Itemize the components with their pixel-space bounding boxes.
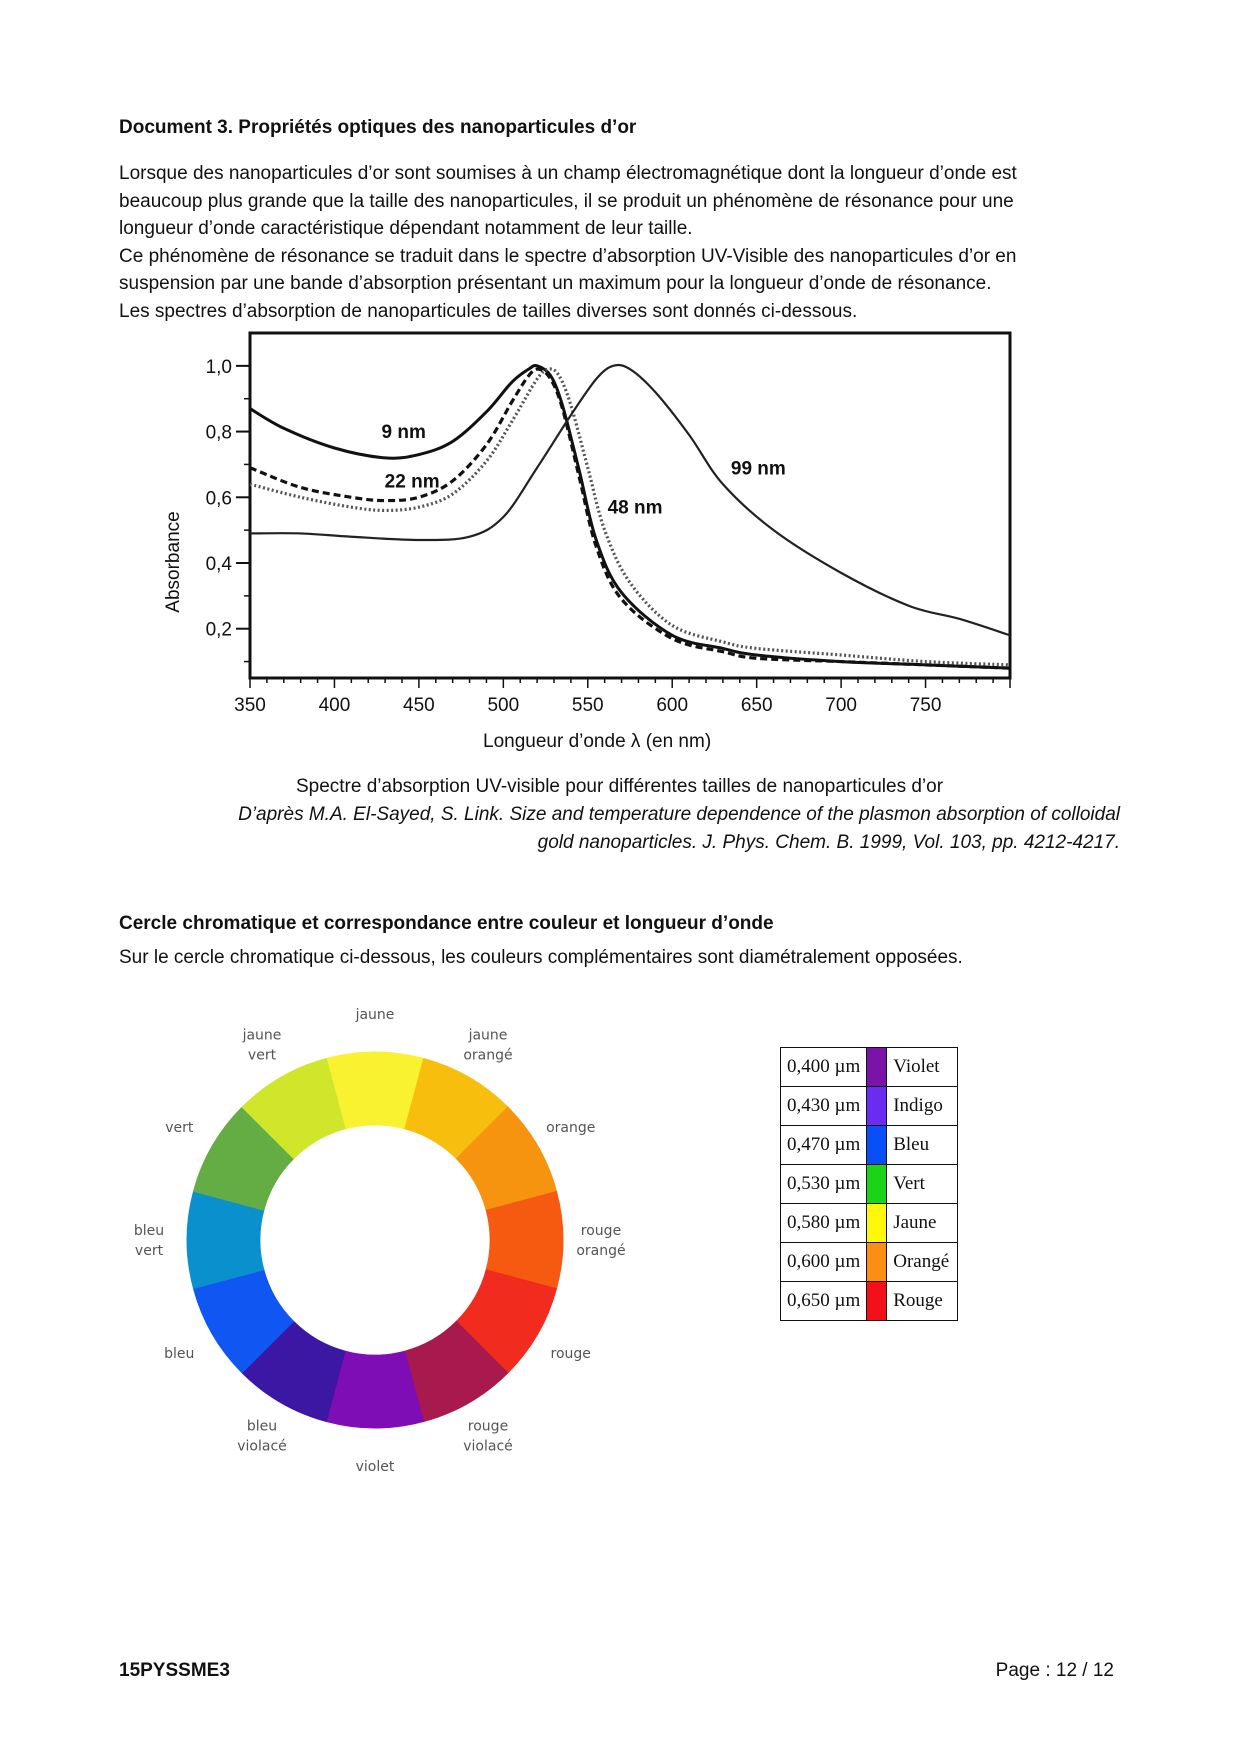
series-label: 48 nm	[607, 497, 663, 519]
wavelength-row	[781, 1282, 958, 1321]
color-swatch	[867, 1126, 887, 1165]
wheel-label: orangé	[463, 1047, 513, 1064]
wheel-label: vert	[247, 1047, 277, 1064]
color-name: Indigo	[887, 1087, 958, 1126]
series-label: 22 nm	[384, 471, 440, 493]
y-tick-label: 0,8	[205, 422, 232, 444]
wavelength-color-table	[780, 1047, 958, 1321]
wavelength-value: 0,400 µm	[781, 1048, 867, 1087]
series-label: 99 nm	[730, 458, 786, 480]
wheel-label: bleu	[133, 1223, 165, 1239]
color-wheel	[120, 975, 650, 1475]
x-axis-label: Longueur d’onde λ (en nm)	[483, 731, 712, 752]
absorption-spectrum-chart	[150, 325, 1030, 755]
color-swatch	[867, 1243, 887, 1282]
paragraph-line: Ce phénomène de résonance se traduit dans le spectre d’absorption UV-Visible des nanoparticules d’or en	[119, 245, 1017, 267]
document-code: 15PYSSME3	[119, 1660, 230, 1681]
x-tick-label: 500	[487, 695, 520, 716]
wavelength-value: 0,530 µm	[781, 1165, 867, 1204]
wavelength-row	[781, 1048, 958, 1087]
wheel-label: violacé	[463, 1438, 513, 1455]
y-tick-label: 1,0	[205, 356, 232, 378]
wavelength-value: 0,600 µm	[781, 1243, 867, 1282]
wheel-label: jaune	[355, 1007, 395, 1023]
color-name: Violet	[887, 1048, 958, 1087]
x-tick-label: 350	[234, 695, 266, 716]
wheel-label: rouge	[580, 1223, 622, 1239]
wheel-label: orangé	[576, 1243, 626, 1259]
wheel-intro: Sur le cercle chromatique ci-dessous, les couleurs complémentaires sont diamétralement opposées.	[119, 947, 963, 968]
color-swatch	[867, 1165, 887, 1204]
wavelength-value: 0,580 µm	[781, 1204, 867, 1243]
y-tick-label: 0,4	[205, 554, 232, 575]
source-line-2: gold nanoparticles. J. Phys. Chem. B. 1999, Vol. 103, pp. 4212-4217.	[537, 832, 1120, 853]
wavelength-row	[781, 1087, 958, 1126]
color-name: Jaune	[887, 1204, 958, 1243]
color-name: Rouge	[887, 1282, 958, 1321]
y-tick-label: 0,6	[205, 488, 232, 510]
wheel-label: orange	[546, 1120, 596, 1136]
wheel-label: vert	[165, 1120, 194, 1136]
color-name: Orangé	[887, 1243, 958, 1282]
color-swatch	[867, 1087, 887, 1126]
x-tick-label: 550	[571, 695, 604, 716]
paragraph-line: Les spectres d’absorption de nanoparticules de tailles diverses sont donnés ci-dessous.	[119, 300, 858, 322]
paragraph-line: longueur d’onde caractéristique dépendant notamment de leur taille.	[119, 218, 693, 239]
paragraph-1	[119, 160, 1120, 325]
chart-caption	[119, 773, 1120, 857]
series-label: 9 nm	[381, 422, 426, 444]
wheel-label: rouge	[467, 1418, 509, 1435]
source-line-1: D’après M.A. El-Sayed, S. Link. Size and temperature dependence of the plasmon absorption of colloidal	[238, 804, 1120, 825]
paragraph-line: suspension par une bande d’absorption présentant un maximum pour la longueur d’onde de résonance.	[119, 273, 992, 294]
x-tick-label: 700	[825, 695, 857, 716]
wheel-label: rouge	[550, 1346, 591, 1362]
wheel-label: violet	[355, 1459, 395, 1475]
x-tick-label: 650	[740, 695, 773, 716]
wavelength-row	[781, 1243, 958, 1282]
wheel-label: bleu	[246, 1418, 278, 1435]
paragraph-line: Lorsque des nanoparticules d’or sont soumises à un champ électromagnétique dont la longueur d’onde est	[119, 163, 1017, 184]
wheel-label: jaune	[242, 1027, 282, 1044]
page-number: Page : 12 / 12	[995, 1660, 1114, 1681]
wavelength-value: 0,650 µm	[781, 1282, 867, 1321]
document-heading: Document 3. Propriétés optiques des nanoparticules d’or	[119, 117, 637, 138]
color-name: Bleu	[887, 1126, 958, 1165]
wheel-label: jaune	[468, 1027, 508, 1044]
x-tick-label: 750	[909, 695, 942, 716]
color-name: Vert	[887, 1165, 958, 1204]
color-swatch	[867, 1048, 887, 1087]
wavelength-value: 0,470 µm	[781, 1126, 867, 1165]
x-tick-label: 450	[403, 695, 435, 716]
paragraph-line: beaucoup plus grande que la taille des nanoparticules, il se produit un phénomène de résonance pour une	[119, 190, 1014, 212]
wheel-label: vert	[134, 1243, 164, 1259]
wheel-label: violacé	[237, 1438, 287, 1455]
y-axis-label: Absorbance	[163, 511, 184, 613]
color-swatch	[867, 1282, 887, 1321]
wavelength-row	[781, 1126, 958, 1165]
caption-text: Spectre d’absorption UV-visible pour différentes tailles de nanoparticules d’or	[295, 776, 944, 797]
wavelength-row	[781, 1204, 958, 1243]
x-tick-label: 400	[318, 695, 351, 716]
wavelength-value: 0,430 µm	[781, 1087, 867, 1126]
wavelength-row	[781, 1165, 958, 1204]
y-tick-label: 0,2	[205, 619, 232, 641]
wheel-label: bleu	[164, 1346, 195, 1362]
x-tick-label: 600	[656, 695, 689, 716]
wheel-heading: Cercle chromatique et correspondance entre couleur et longueur d’onde	[119, 913, 774, 934]
color-swatch	[867, 1204, 887, 1243]
